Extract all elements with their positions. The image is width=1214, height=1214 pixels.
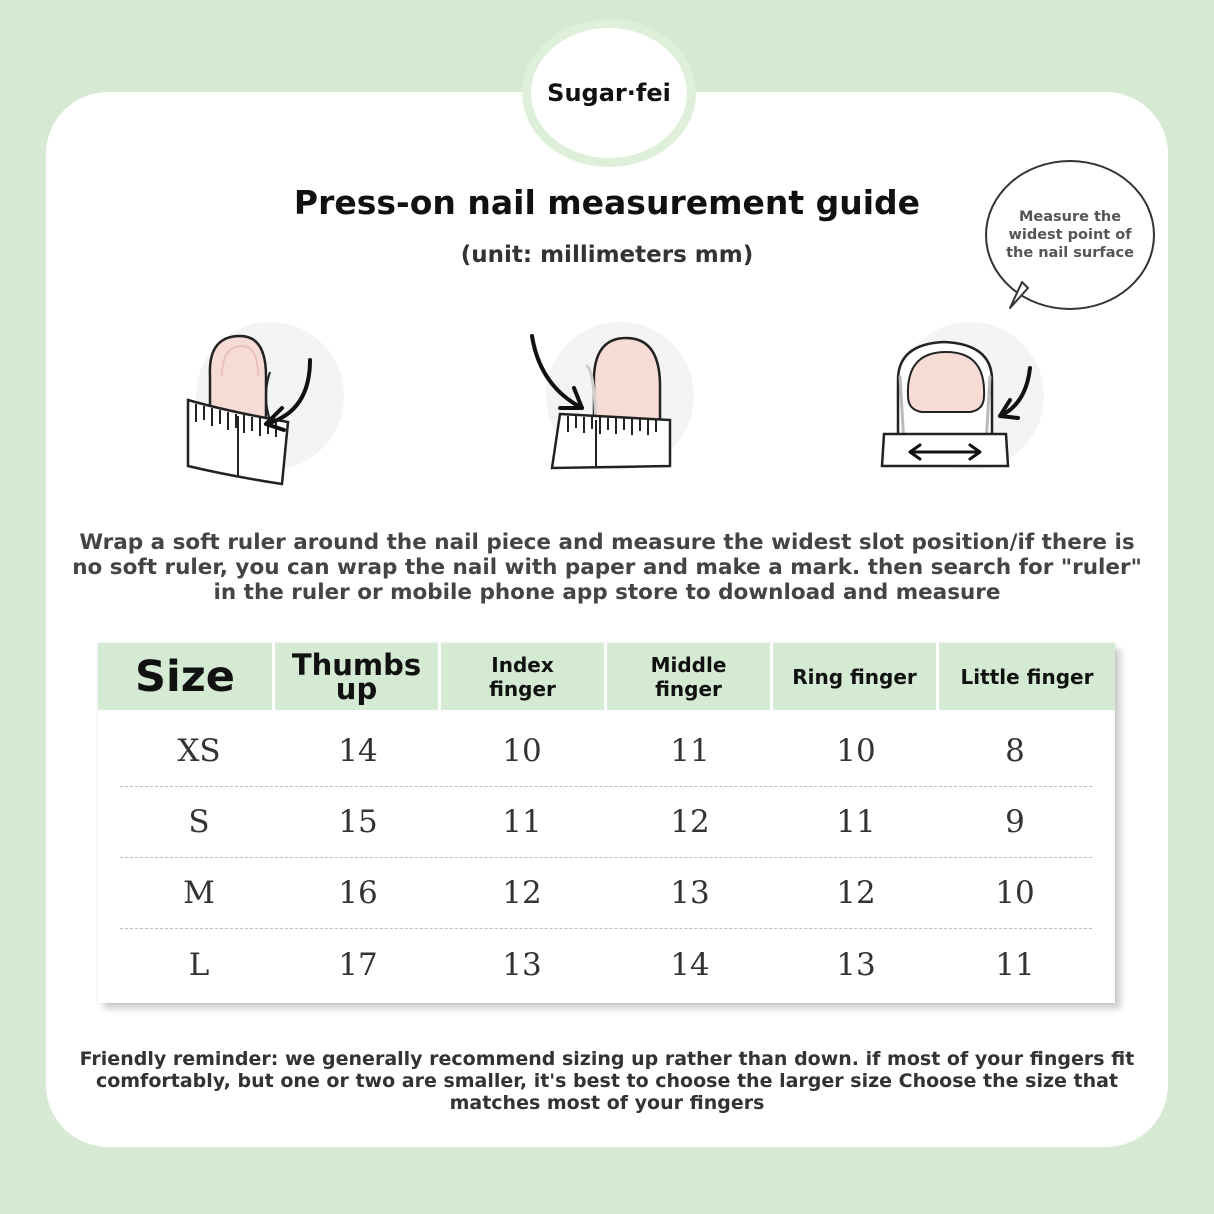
table-cell: 10 xyxy=(995,875,1035,911)
row-size-label: L xyxy=(188,946,210,983)
table-row xyxy=(120,787,1092,858)
table-cell: 11 xyxy=(502,804,542,840)
table-row xyxy=(120,929,1092,1000)
table-cell: 9 xyxy=(1005,804,1025,840)
table-cell: 12 xyxy=(836,875,876,911)
table-cell: 11 xyxy=(670,733,710,769)
table-cell: 13 xyxy=(836,946,876,983)
table-row xyxy=(120,716,1092,787)
table-header xyxy=(98,643,1115,710)
row-size-label: XS xyxy=(177,733,221,769)
speech-bubble-tail-icon xyxy=(1002,280,1032,310)
header-middle-finger: Middle finger xyxy=(607,643,773,710)
header-ring-finger: Ring finger xyxy=(773,643,939,710)
table-cell: 12 xyxy=(670,804,710,840)
friendly-reminder: Friendly reminder: we generally recommend sizing up rather than down. if most of your fingers fit comfortably, but one or two are smaller, it's best to choose the larger size Choose the size that matches most of your fingers xyxy=(79,1048,1135,1114)
brand-logo: Sugar·fei xyxy=(531,28,687,158)
page-title: Press-on nail measurement guide xyxy=(293,183,921,222)
nail-width-measure-icon xyxy=(870,316,1050,496)
table-cell: 14 xyxy=(338,733,378,769)
header-size: Size xyxy=(98,643,275,710)
table-cell: 12 xyxy=(502,875,542,911)
row-size-label: M xyxy=(183,875,215,911)
table-cell: 14 xyxy=(670,946,710,983)
speech-bubble-text: Measure the widest point of the nail surface xyxy=(1006,209,1134,261)
instructions-text: Wrap a soft ruler around the nail piece and measure the widest slot position/if there is no soft ruler, you can wrap the nail with paper and make a mark. then search for "ruler" in the ruler or mobile phone app store to download and measure xyxy=(72,530,1142,605)
table-cell: 13 xyxy=(670,875,710,911)
table-cell: 13 xyxy=(502,946,542,983)
table-cell: 15 xyxy=(338,804,378,840)
table-cell: 16 xyxy=(338,875,378,911)
size-table xyxy=(98,643,1115,1003)
table-row xyxy=(120,858,1092,929)
row-size-label: S xyxy=(188,804,210,840)
table-cell: 11 xyxy=(836,804,876,840)
finger-with-ruler-arrow-icon xyxy=(520,316,700,496)
finger-with-soft-ruler-icon xyxy=(170,316,350,496)
page-subtitle: (unit: millimeters mm) xyxy=(460,242,754,268)
table-cell: 10 xyxy=(502,733,542,769)
table-cell: 10 xyxy=(836,733,876,769)
header-index-finger: Index finger xyxy=(441,643,607,710)
header-little-finger: Little finger xyxy=(939,643,1115,710)
table-cell: 17 xyxy=(338,946,378,983)
table-cell: 8 xyxy=(1005,733,1025,769)
header-thumbs-up: Thumbs up xyxy=(275,643,441,710)
table-cell: 11 xyxy=(995,946,1035,983)
